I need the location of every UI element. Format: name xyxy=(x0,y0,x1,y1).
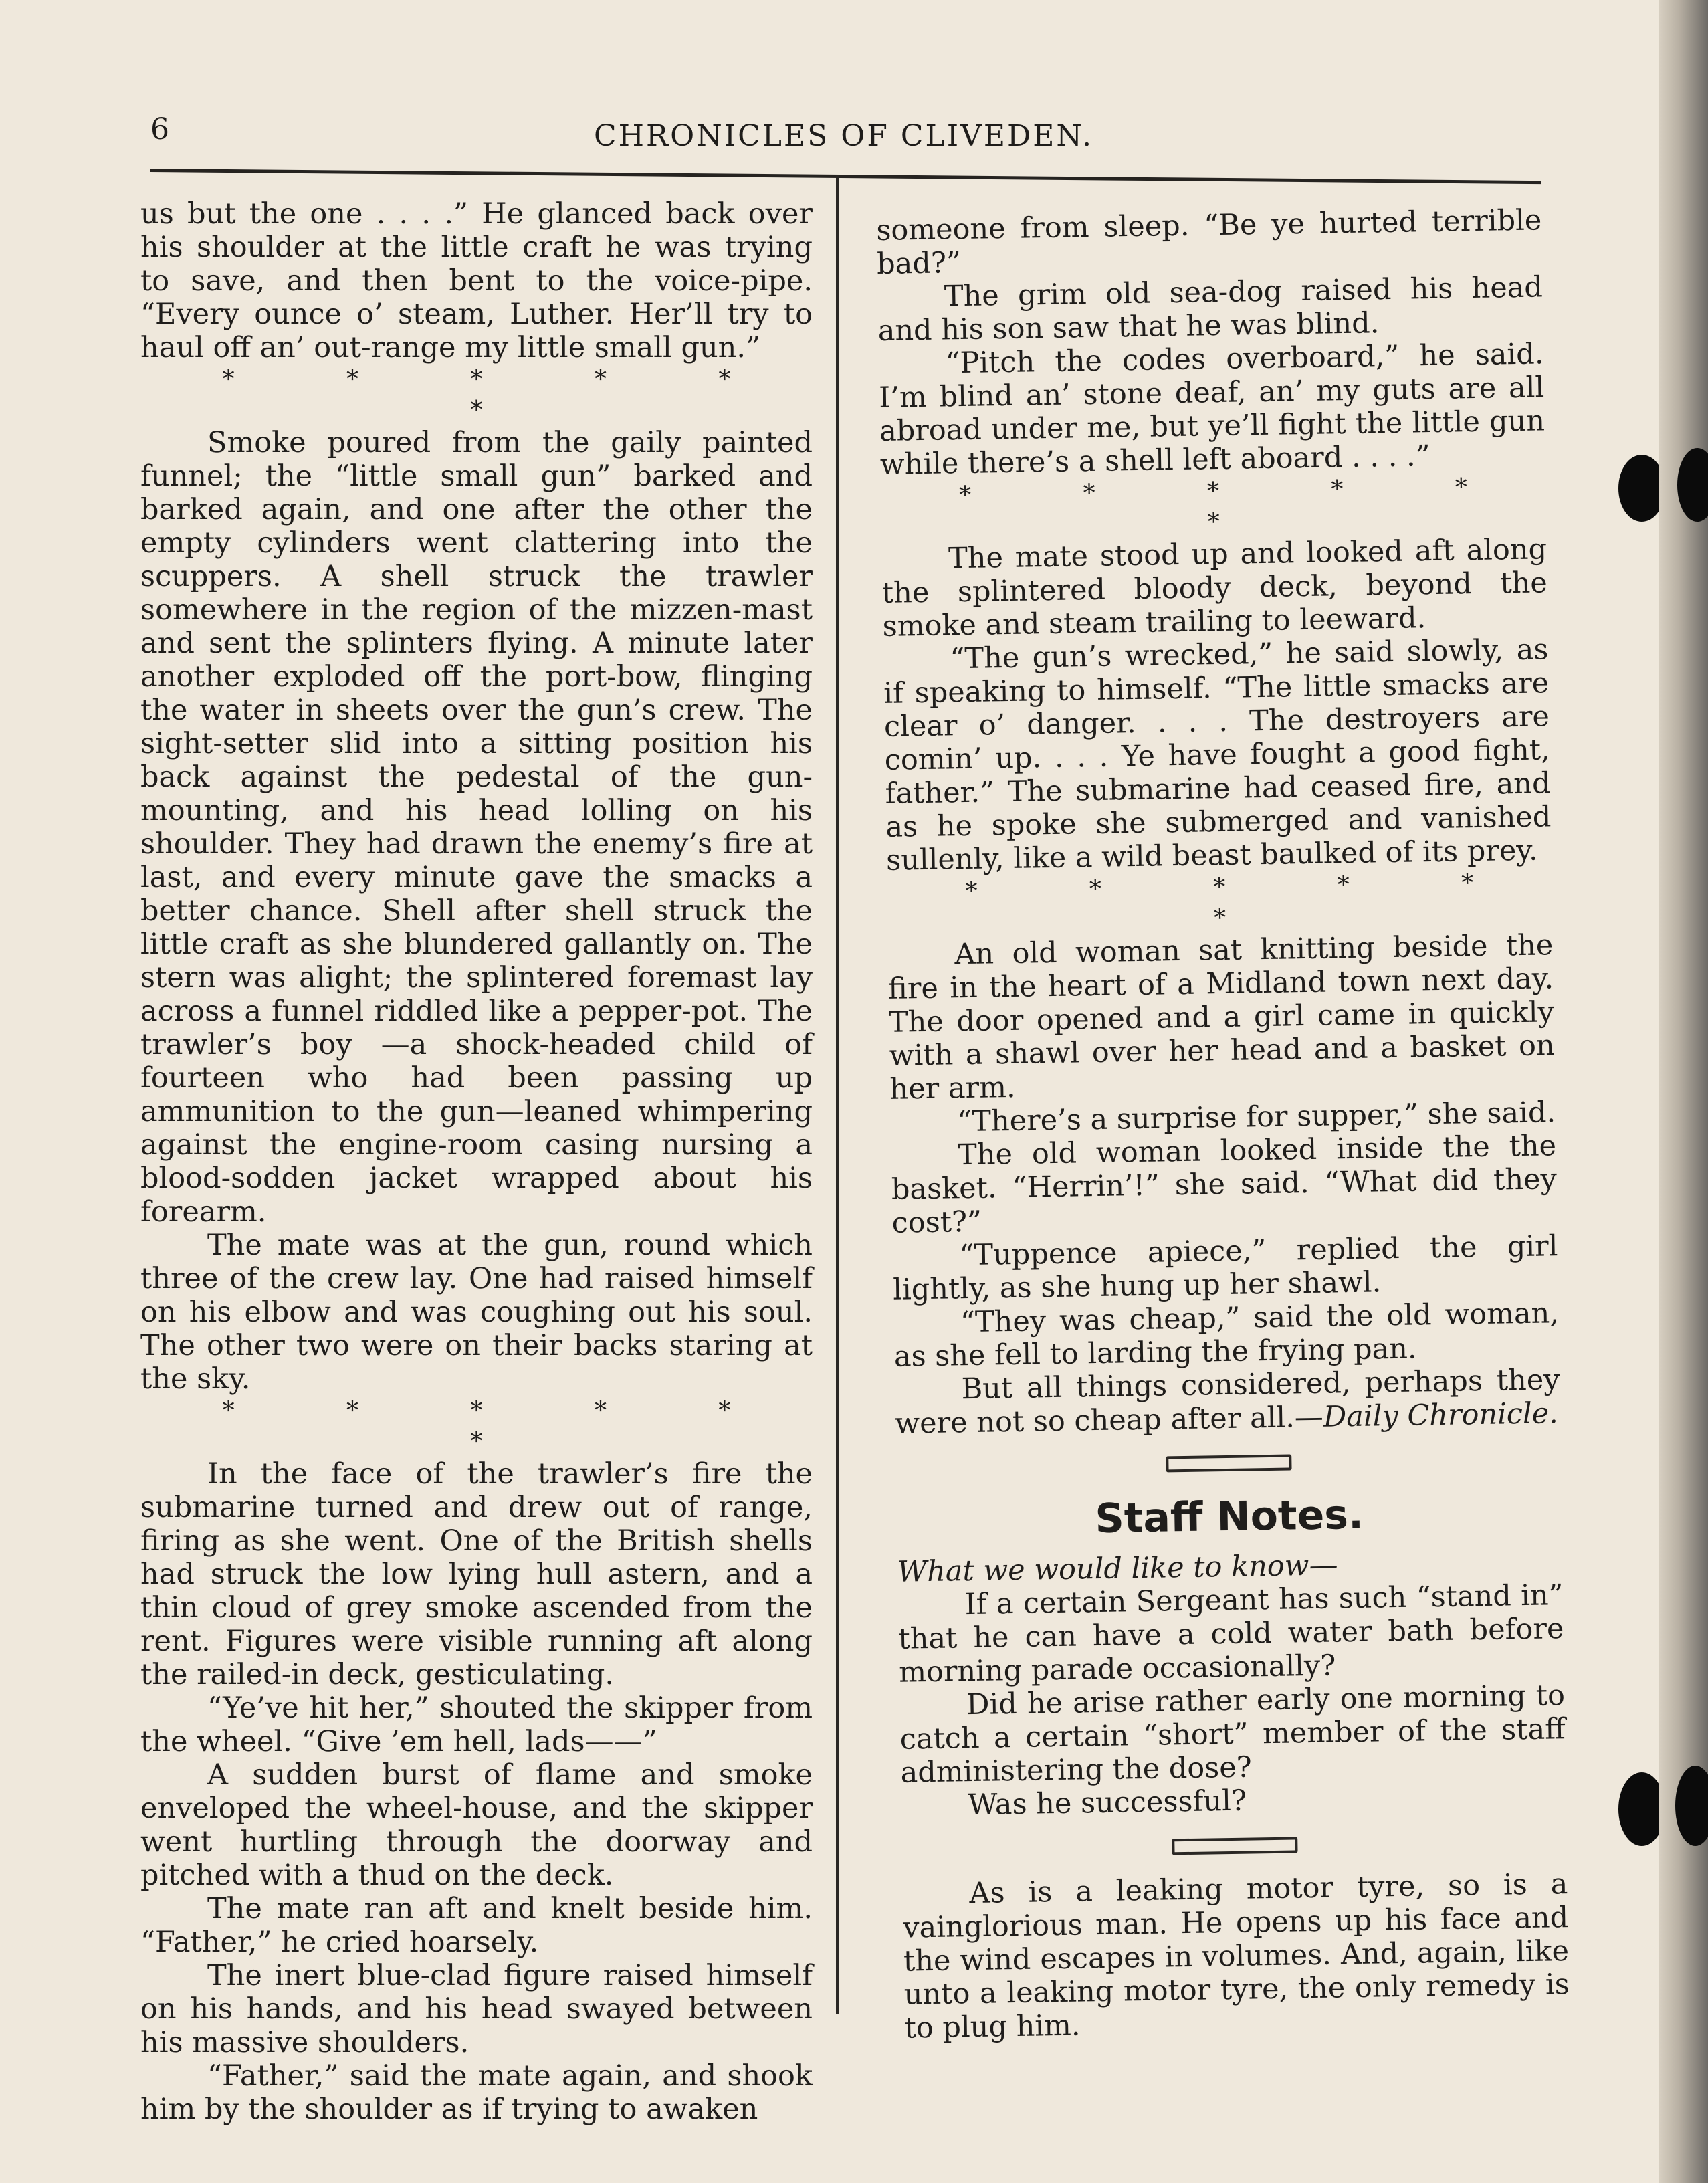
paragraph: The mate ran aft and knelt beside him. “Father,” he cried hoarsely. xyxy=(140,1892,813,1959)
note-item: Was he successful? xyxy=(967,1784,1247,1823)
paragraph: In the face of the trawler’s fire the submarine turned and drew out of range, firing as she went. One of the British shells had struck the low lying hull astern, and a thin cloud of grey smoke ascended from the rent. Figures were visible running aft along the railed-in deck, gesticulating. xyxy=(140,1457,813,1691)
paragraph: The inert blue-clad figure raised himself on his hands, and his head swayed between his massive shoulders. xyxy=(140,1959,813,2059)
section-break-stars: * * * * * * xyxy=(222,366,783,424)
ornament-rule xyxy=(1172,1837,1297,1855)
paragraph: “The gun’s wrecked,” he said slowly, as if speaking to himself. “The little smacks are clear o’ danger. . . . The destroyers are comin’ up. . . . Ye have fought a good fight, father.” The submarine had ceased fire, and as he spoke she submerged and vanished sullenly, like a wild beast baulked of its prey. xyxy=(883,633,1552,877)
paragraph: The old woman looked inside the the basket. “Herrin’!” she said. “What did they cost?” xyxy=(891,1129,1558,1240)
note-item: As is a leaking motor tyre, so is a vainglorious man. He opens up his face and the wind escapes in volumes. And, again, like unto a leaking motor tyre, the only remedy is to plug him. xyxy=(902,1867,1570,2045)
left-column xyxy=(140,197,813,2126)
ornament-rule xyxy=(1166,1454,1291,1472)
right-column xyxy=(876,203,1570,2045)
section-break-stars: * * * * * * xyxy=(958,472,1520,536)
section-heading: Staff Notes. xyxy=(1095,1491,1364,1543)
note-item: If a certain Sergeant has such “stand in” that he can have a cold water bath before morning parade occasionally? xyxy=(898,1578,1564,1689)
paragraph xyxy=(894,1363,1560,1441)
paragraph: Smoke poured from the gaily painted funnel; the “little small gun” barked and barked again, and one after the other the empty cylinders went clattering into the scuppers. A shell struck the trawler somewhere in the region of the mizzen-mast and sent the splinters flying. A minute later another exploded off the port-bow, flinging the water in sheets over the gun’s crew. The sight-setter slid into a sitting position his back against the pedestal of the gun-mounting, and his head lolling on his shoulder. They had drawn the enemy’s fire at last, and every minute gave the smacks a better chance. Shell after shell struck the little craft as she blundered gallantly on. The stern was alight; the splintered foremast lay across a funnel riddled like a pepper-pot. The trawler’s boy —a shock-headed child of fourteen who had been passing up ammunition to the gun—leaned whimpering against the engine-room casing nursing a blood-sodden jacket wrapped about his forearm. xyxy=(140,426,813,1229)
page-edge-shadow xyxy=(1659,0,1708,2183)
paragraph-text: But all things considered, perhaps they were not so cheap after all.— xyxy=(895,1363,1560,1441)
paragraph: “Ye’ve hit her,” shouted the skipper from the wheel. “Give ’em hell, lads——” xyxy=(140,1691,813,1758)
column-divider xyxy=(836,175,839,2014)
binding-hole xyxy=(1618,455,1659,522)
paragraph: “Pitch the codes overboard,” he said. I’m blind an’ stone deaf, an’ my guts are all abroad under me, but ye’ll fight the little gun while there’s a shell left aboard . . . .” xyxy=(878,337,1545,482)
binding-hole xyxy=(1618,1772,1659,1846)
running-title: CHRONICLES OF CLIVEDEN. xyxy=(594,119,1094,153)
paragraph: “Tuppence apiece,” replied the girl lightly, as she hung up her shawl. xyxy=(892,1229,1558,1307)
paragraph: “They was cheap,” said the old woman, as she fell to larding the frying pan. xyxy=(893,1296,1560,1374)
paragraph: “There’s a surprise for supper,” she said. xyxy=(956,1096,1556,1139)
paragraph: “Father,” said the mate again, and shook him by the shoulder as if trying to awaken xyxy=(140,2059,813,2126)
source-credit: Daily Chronicle. xyxy=(1323,1396,1559,1434)
section-break-stars: * * * * * * xyxy=(965,868,1526,932)
note-item: Did he arise rather early one morning to catch a certain “short” member of the staff administering the dose? xyxy=(899,1679,1566,1790)
paragraph: The grim old sea-dog raised his head and his son saw that he was blind. xyxy=(877,270,1543,348)
paragraph: A sudden burst of flame and smoke enveloped the wheel-house, and the skipper went hurtling through the doorway and pitched with a thud on the deck. xyxy=(140,1758,813,1892)
section-break-stars: * * * * * * xyxy=(222,1397,783,1455)
notes-intro: What we would like to know— xyxy=(897,1548,1338,1589)
header-rule xyxy=(150,169,1541,184)
paragraph: us but the one . . . .” He glanced back over his shoulder at the little craft he was trying to save, and then bent to the voice-pipe. “Every ounce o’ steam, Luther. Her’ll try to haul off an’ out-range my little small gun.” xyxy=(140,197,813,365)
paragraph: someone from sleep. “Be ye hurted terrible bad?” xyxy=(876,203,1542,281)
paragraph: An old woman sat knitting beside the fire in the heart of a Midland town next day. The door opened and a girl came in quickly with a shawl over her head and a basket on her arm. xyxy=(887,928,1556,1106)
paragraph: The mate was at the gun, round which three of the crew lay. One had raised himself on his elbow and was coughing out his soul. The other two were on their backs staring at the sky. xyxy=(140,1229,813,1396)
paragraph: The mate stood up and looked aft along the splintered bloody deck, beyond the smoke and steam trailing to leeward. xyxy=(881,532,1548,643)
page-number: 6 xyxy=(150,112,169,146)
